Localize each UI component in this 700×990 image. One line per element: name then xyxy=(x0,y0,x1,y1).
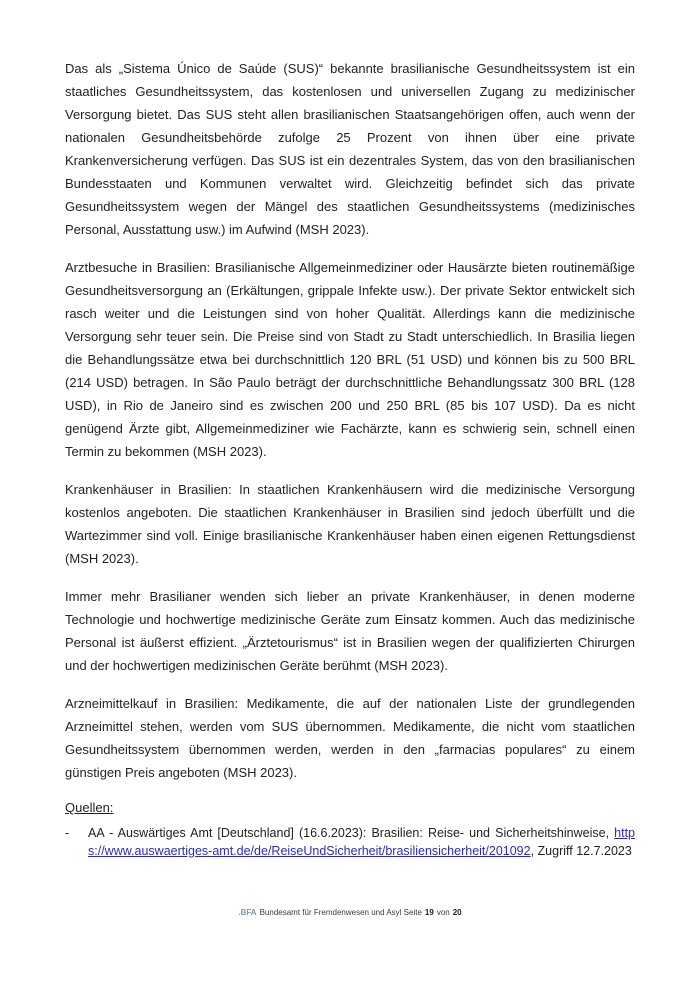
sources-heading: Quellen: xyxy=(65,800,114,815)
source-access-date: , Zugriff 12.7.2023 xyxy=(530,843,632,858)
footer-page-total: 20 xyxy=(452,908,462,917)
source-bullet-dash: - xyxy=(65,826,70,840)
footer-org-text: Bundesamt für Fremdenwesen und Asyl Seite xyxy=(259,908,422,917)
source-citation xyxy=(88,825,635,860)
paragraph-arztbesuche: Arztbesuche in Brasilien: Brasilianische Allgemeinmediziner oder Hausärzte bieten routinemäßige Gesundheitsversorgung an (Erkältungen, grippale Infekte usw.). Der private Sektor entwickelt sich rasch weiter und die Leistungen sind von hoher Qualität. Allerdings kann die medizinische Versorgung sehr teuer sein. Die Preise sind von Stadt zu Stadt unterschiedlich. In Brasilia liegen die Behandlungssätze etwa bei durchschnittlich 120 BRL (51 USD) und können bis zu 500 BRL (214 USD) betragen. In São Paulo beträgt der durchschnittliche Behandlungssatz 300 BRL (128 USD), in Rio de Janeiro sind es zwischen 200 und 250 BRL (85 bis 107 USD). Da es nicht genügend Ärzte gibt, Allgemeinmediziner wie Fachärzte, kann es schwierig sein, schnell einen Termin zu bekommen (MSH 2023). xyxy=(65,260,635,459)
footer-page-number: 19 xyxy=(424,908,434,917)
bfa-logo: .BFA xyxy=(238,908,257,917)
footer-of-label: von xyxy=(436,908,450,917)
paragraph-krankenhaeuser: Krankenhäuser in Brasilien: In staatlichen Krankenhäusern wird die medizinische Versorgung kostenlos angeboten. Die staatlichen Krankenhäuser in Brasilien sind jedoch überfüllt und die Wartezimmer sind voll. Einige brasilianische Krankenhäuser haben einen eigenen Rettungsdienst (MSH 2023). xyxy=(65,482,635,566)
paragraph-private-krankenhaeuser: Immer mehr Brasilianer wenden sich lieber an private Krankenhäuser, in denen moderne Technologie und hochwertige medizinische Geräte zum Einsatz kommen. Auch das medizinische Personal ist äußerst effizient. „Ärztetourismus“ ist in Brasilien wegen der qualifizierten Chirurgen und der hochwertigen medizinischen Geräte berühmt (MSH 2023). xyxy=(65,589,635,673)
paragraph-sus-overview: Das als „Sistema Único de Saúde (SUS)“ bekannte brasilianische Gesundheitssystem ist ein staatliches Gesundheitssystem, das kostenlosen und universellen Zugang zu medizinischer Versorgung bietet. Das SUS steht allen brasilianischen Staatsangehörigen offen, auch wenn der nationalen Gesundheitsbehörde zufolge 25 Prozent von ihnen über eine private Krankenversicherung verfügen. Das SUS ist ein dezentrales System, das von den brasilianischen Bundesstaaten und Kommunen verwaltet wird. Gleichzeitig befindet sich das private Gesundheitssystem wegen der Mängel des staatlichen Gesundheitssystems (medizinisches Personal, Ausstattung usw.) im Aufwind (MSH 2023). xyxy=(65,61,635,237)
paragraph-arzneimittelkauf: Arzneimittelkauf in Brasilien: Medikamente, die auf der nationalen Liste der grundlegenden Arzneimittel stehen, werden vom SUS übernommen. Medikamente, die nicht vom staatlichen Gesundheitssystem übernommen werden, werden in den „farmacias populares“ zu einem günstigen Preis angeboten (MSH 2023). xyxy=(65,696,635,780)
source-link[interactable]: https://www.auswaertiges-amt.de/de/ReiseUndSicherheit/brasiliensicherheit/201092 xyxy=(88,826,635,858)
source-list-item xyxy=(65,825,635,860)
page-footer xyxy=(0,908,700,918)
source-citation-text: AA - Auswärtiges Amt [Deutschland] (16.6.2023): Brasilien: Reise- und Sicherheitshinweise, xyxy=(88,826,615,840)
